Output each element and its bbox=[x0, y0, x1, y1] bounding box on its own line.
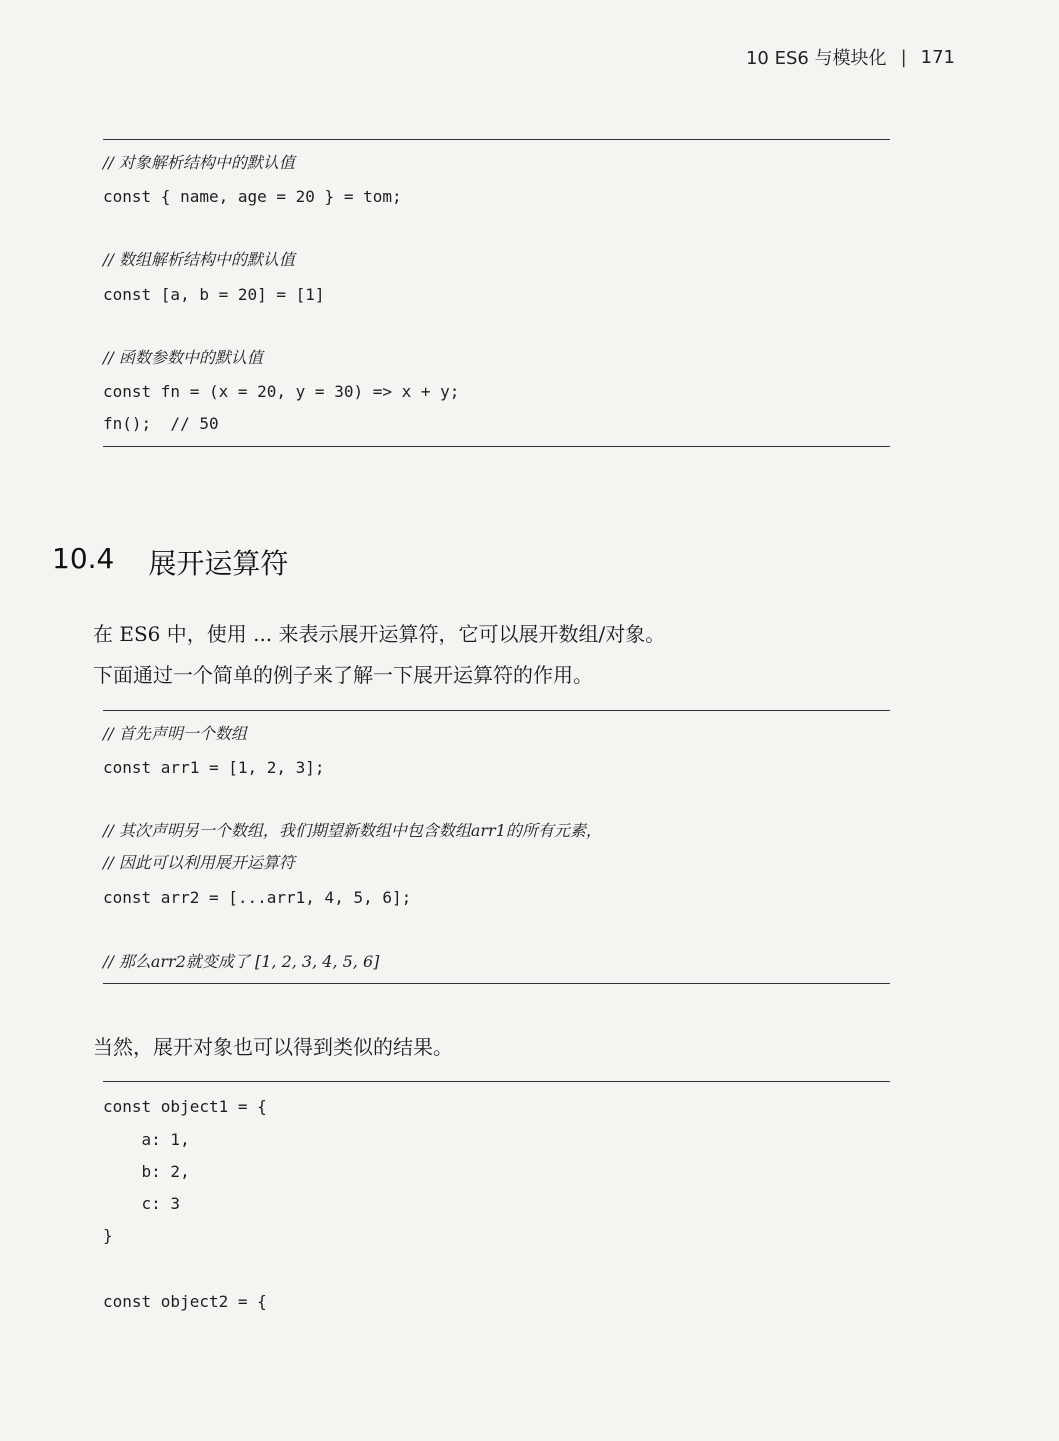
code-line: const object1 = { bbox=[103, 1097, 267, 1116]
code-block-rule-bottom bbox=[103, 446, 890, 447]
section-title: 展开运算符 bbox=[148, 547, 289, 580]
code-comment: // 首先声明一个数组 bbox=[103, 724, 247, 743]
code-block-rule-top bbox=[103, 139, 890, 140]
code-line: b: 2, bbox=[103, 1162, 190, 1181]
code-line: const object2 = { bbox=[103, 1292, 267, 1311]
code-block-rule-top bbox=[103, 1081, 890, 1082]
code-line: fn(); // 50 bbox=[103, 414, 219, 433]
code-line: const arr1 = [1, 2, 3]; bbox=[103, 758, 325, 777]
running-header bbox=[746, 44, 955, 70]
code-comment: // 函数参数中的默认值 bbox=[103, 348, 263, 367]
code-line: c: 3 bbox=[103, 1194, 181, 1213]
code-line: a: 1, bbox=[103, 1130, 190, 1149]
section-number: 10.4 bbox=[52, 542, 115, 575]
code-comment: // 对象解析结构中的默认值 bbox=[103, 153, 295, 172]
paragraph: 在 ES6 中，使用 ... 来表示展开运算符，它可以展开数组/对象。 bbox=[93, 622, 666, 646]
code-comment: // 数组解析结构中的默认值 bbox=[103, 250, 295, 269]
code-line: const fn = (x = 20, y = 30) => x + y; bbox=[103, 382, 460, 401]
code-line: } bbox=[103, 1226, 113, 1245]
chapter-title: 10 ES6 与模块化 bbox=[745, 48, 887, 69]
paragraph: 当然，展开对象也可以得到类似的结果。 bbox=[93, 1035, 453, 1059]
code-comment: // 因此可以利用展开运算符 bbox=[103, 853, 295, 872]
code-line: const { name, age = 20 } = tom; bbox=[103, 187, 402, 206]
header-separator: | bbox=[900, 46, 907, 68]
code-comment: // 其次声明另一个数组，我们期望新数组中包含数组arr1的所有元素， bbox=[103, 821, 602, 840]
code-block-rule-top bbox=[103, 710, 890, 711]
code-comment: // 那么arr2就变成了 [1, 2, 3, 4, 5, 6] bbox=[103, 952, 380, 971]
code-line: const arr2 = [...arr1, 4, 5, 6]; bbox=[103, 888, 412, 907]
paragraph: 下面通过一个简单的例子来了解一下展开运算符的作用。 bbox=[93, 663, 593, 687]
section-heading bbox=[52, 542, 288, 582]
code-line: const [a, b = 20] = [1] bbox=[103, 285, 325, 304]
page-number: 171 bbox=[920, 46, 955, 68]
code-block-rule-bottom bbox=[103, 983, 890, 984]
